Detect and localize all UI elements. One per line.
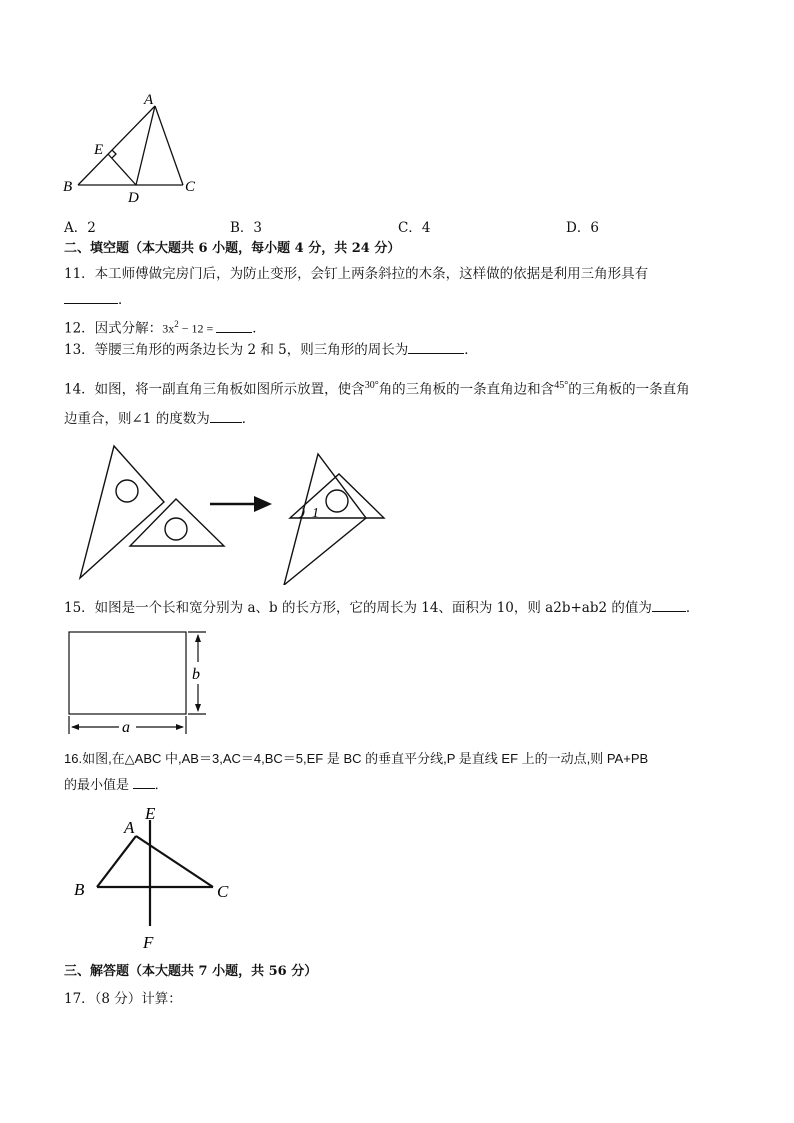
option-c[interactable] (398, 216, 430, 236)
q12-end: ． (252, 320, 266, 337)
label-E: E (94, 142, 104, 158)
answer-blank-16[interactable] (133, 775, 155, 789)
option-value: 2 (87, 220, 96, 236)
label-b: b (192, 666, 200, 683)
q14-line1-b: 角的三角板的一条直角边和含 (378, 381, 555, 398)
option-a[interactable] (64, 216, 96, 236)
option-letter: C． (398, 220, 422, 236)
question-11 (64, 265, 648, 283)
option-letter: B． (230, 220, 254, 236)
option-b[interactable] (230, 216, 262, 236)
q13-end: ． (464, 342, 478, 358)
question-13 (64, 340, 478, 359)
question-11-answer-line (64, 290, 132, 309)
question-14 (64, 377, 690, 399)
q14-line1-a: 14．如图，将一副直角三角板如图所示放置，使含 (64, 381, 365, 398)
question-17: 17．（8 分）计算： (64, 991, 182, 1007)
figure-q14-set-squares (76, 440, 396, 585)
label-B: B (74, 880, 85, 899)
q12-expr-b: − 12 = (178, 321, 217, 336)
q16-line1: 16.如图,在△ABC 中,AB＝3,AC＝4,BC＝5,EF 是 BC 的垂直平分线,P 是直线 EF 上的一动点,则 PA+PB (64, 751, 649, 766)
q12-sup: 2 (174, 319, 179, 329)
q14-deg30: 30° (364, 380, 379, 391)
answer-blank-12[interactable] (216, 319, 252, 333)
section-3-title: 三、解答题（本大题共 7 小题，共 56 分） (64, 964, 318, 979)
q11-end: ． (118, 292, 132, 308)
q14-line2: 边重合，则∠1 的度数为 (64, 411, 210, 427)
q16-end: ． (154, 777, 168, 792)
q14-line1-c: 的三角板的一条直角 (568, 381, 690, 398)
figure-q15-rectangle (64, 626, 214, 738)
q12-expr-a: 3x (162, 321, 175, 336)
label-F: F (143, 933, 154, 952)
question-15 (64, 598, 699, 617)
label-A: A (144, 92, 154, 108)
answer-blank-13[interactable] (408, 340, 464, 354)
answer-blank-14[interactable] (210, 409, 242, 423)
answer-blank-11[interactable] (64, 290, 118, 304)
q14-end: ． (241, 411, 256, 427)
label-C: C (185, 179, 196, 195)
q11-text: 11．本工师傅做完房门后，为防止变形，会钉上两条斜拉的木条，这样做的依据是利用三角形具有 (64, 266, 649, 282)
option-letter: A． (64, 220, 88, 236)
label-D: D (128, 190, 139, 206)
q14-deg45: 45° (554, 380, 569, 391)
question-14-line2 (64, 409, 255, 428)
q15-end: ． (685, 600, 700, 616)
question-12 (64, 315, 266, 338)
section-2-title: 二、填空题（本大题共 6 小题，每小题 4 分，共 24 分） (64, 241, 401, 256)
label-C: C (217, 882, 229, 901)
q13-text: 13．等腰三角形的两条边长为 2 和 5，则三角形的周长为 (64, 342, 409, 358)
figure-q16-triangle (70, 800, 250, 955)
option-d[interactable] (566, 216, 599, 236)
answer-blank-15[interactable] (652, 598, 686, 612)
q16-line2: 的最小值是 (64, 777, 130, 792)
option-value: 4 (421, 220, 431, 236)
option-letter: D． (566, 220, 591, 236)
label-A: A (124, 818, 135, 837)
figure-q10-triangle (60, 88, 210, 208)
q12-prefix: 12．因式分解： (64, 320, 163, 337)
question-16-line2 (64, 775, 168, 794)
label-B: B (63, 179, 73, 195)
label-a: a (122, 719, 130, 736)
option-value: 3 (253, 220, 263, 236)
question-16 (64, 750, 648, 768)
option-value: 6 (590, 220, 599, 236)
angle-1-label: 1 (312, 506, 319, 521)
q15-text: 15．如图是一个长和宽分别为 a、b 的长方形，它的周长为 14、面积为 10，则 a2b+ab2 的值为 (64, 600, 652, 616)
label-E: E (145, 804, 156, 823)
